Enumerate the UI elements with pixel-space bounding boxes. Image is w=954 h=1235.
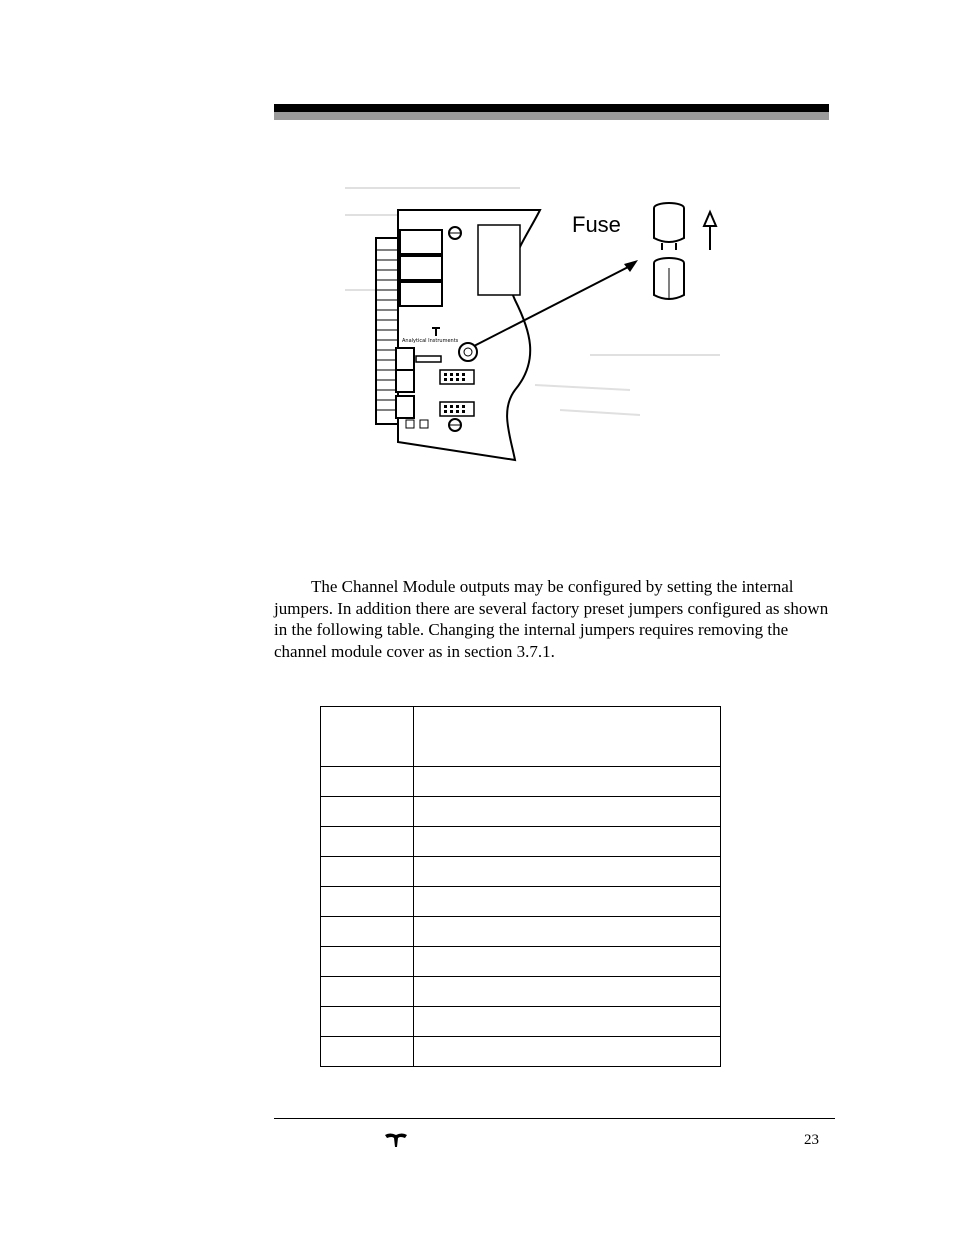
- body-paragraph-block: [274, 576, 834, 663]
- table-cell: [321, 767, 414, 797]
- table-cell: [414, 887, 721, 917]
- table-row: [321, 1037, 721, 1067]
- table-cell: [414, 797, 721, 827]
- table-row: [321, 917, 721, 947]
- fuse-label: Fuse: [572, 212, 621, 237]
- table-row: [321, 857, 721, 887]
- table-cell: [321, 1037, 414, 1067]
- table-header-cell: [414, 707, 721, 767]
- jumper-table: [320, 706, 721, 1067]
- teledyne-logo-icon: [384, 1132, 408, 1148]
- footer-rule: [274, 1118, 835, 1119]
- table-cell: [414, 1007, 721, 1037]
- table-row: [321, 827, 721, 857]
- table-cell: [321, 887, 414, 917]
- table-row: [321, 767, 721, 797]
- table-cell: [414, 977, 721, 1007]
- table-cell: [414, 767, 721, 797]
- table-header-cell: [321, 707, 414, 767]
- header-rule: [274, 104, 829, 112]
- table-row: [321, 1007, 721, 1037]
- table-row: [321, 887, 721, 917]
- fuse-icon: [654, 203, 684, 300]
- table-row: [321, 947, 721, 977]
- page-number: 23: [804, 1132, 819, 1148]
- body-paragraph: The Channel Module outputs may be configured by setting the internal jumpers. In addition there are several factory preset jumpers configured as shown in the following table. Changing the internal jumpers requires removing the channel module cover as in section 3.7.1.: [274, 577, 829, 662]
- table-row: [321, 977, 721, 1007]
- svg-text:Analytical Instruments: Analytical Instruments: [402, 338, 459, 344]
- table-cell: [321, 947, 414, 977]
- table-cell: [321, 1007, 414, 1037]
- up-arrow-icon: [704, 212, 716, 250]
- table-cell: [321, 857, 414, 887]
- table-cell: [414, 857, 721, 887]
- table-cell: [321, 917, 414, 947]
- table-cell: [321, 977, 414, 1007]
- table-cell: [321, 827, 414, 857]
- table-row: [321, 797, 721, 827]
- channel-module-diagram: [340, 180, 730, 465]
- table-header-row: [321, 707, 721, 767]
- table-cell: [414, 947, 721, 977]
- table-cell: [414, 827, 721, 857]
- table-cell: [321, 797, 414, 827]
- table-cell: [414, 917, 721, 947]
- fuse-figure: [340, 180, 730, 465]
- table-cell: [414, 1037, 721, 1067]
- header-rule-shadow: [274, 112, 829, 120]
